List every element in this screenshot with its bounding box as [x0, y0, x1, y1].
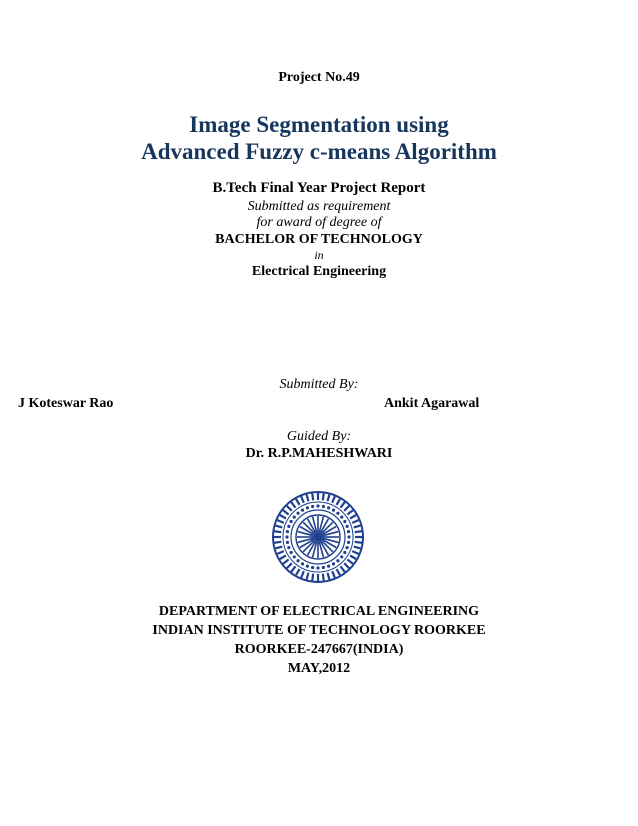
- report-date: MAY,2012: [287, 661, 351, 676]
- student-name: Ankit Agarawal: [384, 396, 480, 411]
- title-line-2: Advanced Fuzzy c-means Algorithm: [141, 139, 497, 164]
- branch-name: Electrical Engineering: [251, 264, 387, 279]
- institute-name: INDIAN INSTITUTE OF TECHNOLOGY ROORKEE: [152, 623, 486, 638]
- degree-name: BACHELOR OF TECHNOLOGY: [215, 232, 423, 247]
- submission-line-2: for award of degree of: [256, 215, 382, 230]
- report-type: B.Tech Final Year Project Report: [212, 180, 426, 196]
- submission-line-1: Submitted as requirement: [247, 199, 391, 214]
- iit-roorkee-seal-icon: [268, 490, 368, 584]
- title-line-1: Image Segmentation using: [189, 112, 449, 137]
- student-name: J Koteswar Rao: [18, 396, 114, 411]
- submitted-by-label: Submitted By:: [279, 377, 359, 392]
- guided-by-label: Guided By:: [286, 429, 352, 444]
- department-name: DEPARTMENT OF ELECTRICAL ENGINEERING: [158, 604, 480, 619]
- guide-name: Dr. R.P.MAHESHWARI: [245, 446, 393, 461]
- institute-address: ROORKEE-247667(INDIA): [234, 642, 404, 657]
- project-number: Project No.49: [278, 70, 360, 85]
- degree-connector: in: [314, 248, 324, 262]
